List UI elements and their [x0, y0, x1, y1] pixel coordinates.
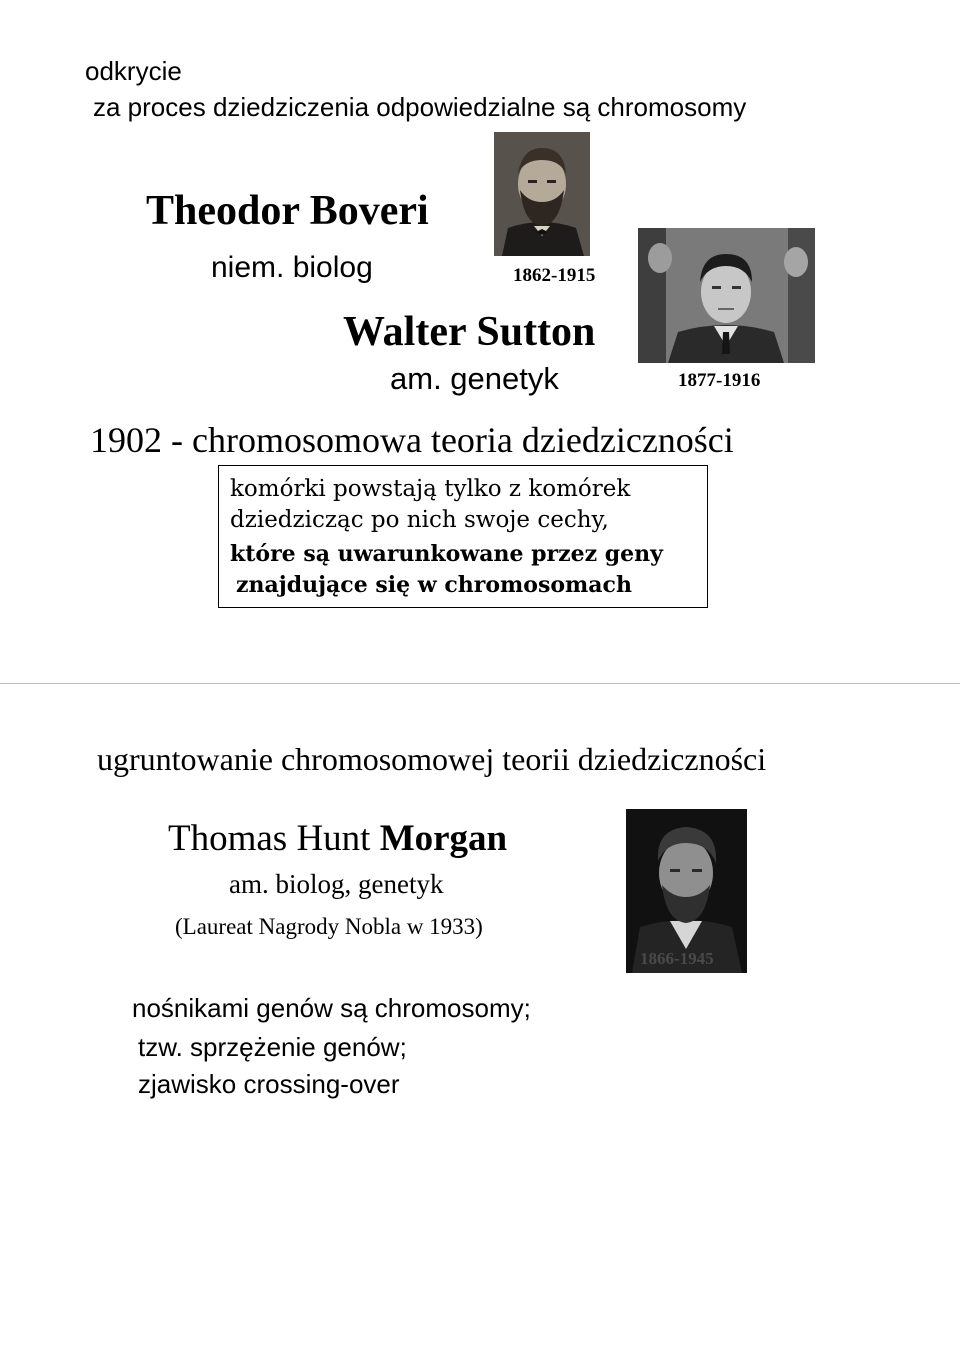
- morgan-award: (Laureat Nagrody Nobla w 1933): [175, 914, 483, 939]
- morgan-name-first: Thomas Hunt: [168, 818, 380, 859]
- boveri-name: Theodor Boveri: [146, 188, 429, 234]
- fact-item: tzw. sprzężenie genów;: [138, 1032, 407, 1062]
- sutton-portrait: [638, 228, 815, 363]
- theory-line-emphasis: znajdujące się w chromosomach: [236, 572, 632, 598]
- theory-title: 1902 - chromosomowa teoria dziedziczności: [90, 420, 734, 460]
- morgan-years: 1866-1945: [640, 949, 714, 968]
- slide2-heading: ugruntowanie chromosomowej teorii dziedziczności: [97, 741, 767, 777]
- sutton-name: Walter Sutton: [343, 309, 596, 355]
- boveri-years: 1862-1915: [513, 265, 596, 286]
- slide-chromosome-theory: [0, 0, 960, 683]
- fact-item: zjawisko crossing-over: [138, 1069, 400, 1099]
- subtitle-text: za proces dziedziczenia odpowiedzialne są chromosomy: [93, 92, 747, 122]
- morgan-name: [168, 820, 507, 857]
- morgan-name-last: Morgan: [379, 818, 508, 859]
- morgan-portrait: [626, 809, 747, 973]
- boveri-portrait-image: [494, 132, 590, 256]
- slide-morgan: [0, 685, 960, 1367]
- page-divider: [0, 683, 960, 684]
- boveri-role: niem. biolog: [211, 251, 373, 284]
- theory-line: komórki powstają tylko z komórek: [230, 476, 631, 502]
- boveri-portrait: [494, 132, 590, 256]
- theory-line-emphasis: które są uwarunkowane przez geny: [230, 541, 663, 567]
- sutton-years: 1877-1916: [678, 370, 761, 391]
- sutton-portrait-image: [638, 228, 815, 363]
- sutton-role: am. genetyk: [390, 361, 559, 396]
- theory-definition-box: [218, 465, 708, 608]
- morgan-role: am. biolog, genetyk: [229, 869, 444, 899]
- theory-line: dziedzicząc po nich swoje cechy,: [230, 507, 609, 533]
- fact-item: nośnikami genów są chromosomy;: [132, 993, 531, 1023]
- kicker-text: odkrycie: [85, 56, 182, 86]
